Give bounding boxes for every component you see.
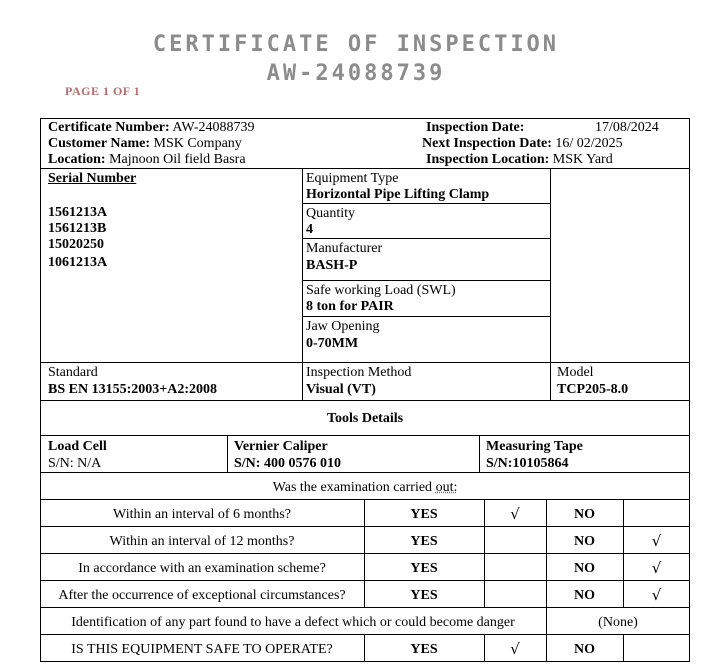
exam-row-3-no-label: NO <box>574 561 595 576</box>
cert-number-label: Certificate Number: <box>48 120 170 135</box>
divider <box>302 238 550 239</box>
exam-row-4-no-label: NO <box>574 588 595 603</box>
exam-row-4-yes-label: YES <box>410 588 438 603</box>
jaw-opening-label: Jaw Opening <box>306 319 380 334</box>
location-value: Majnoon Oil field Basra <box>109 152 246 167</box>
vernier-caliper-sn: S/N: 400 0576 010 <box>234 456 341 471</box>
customer-row <box>48 136 242 152</box>
divider <box>302 280 550 281</box>
divider <box>40 553 690 554</box>
standard-value: BS EN 13155:2003+A2:2008 <box>48 382 217 397</box>
defect-question: Identification of any part found to have a defect which or could become danger <box>71 615 515 630</box>
measuring-tape-label: Measuring Tape <box>486 439 583 454</box>
inspection-date-label: Inspection Date: <box>426 120 525 135</box>
divider <box>40 472 690 473</box>
load-cell-label: Load Cell <box>48 439 107 454</box>
serial-number-4: 1061213A <box>48 255 108 270</box>
model-label: Model <box>557 365 594 380</box>
next-inspection-value: 16/ 02/2025 <box>555 136 623 151</box>
serial-number-2: 1561213B <box>48 221 107 236</box>
exam-row-2-question: Within an interval of 12 months? <box>109 534 295 549</box>
examination-question-text: Was the examination carried <box>272 480 436 495</box>
divider <box>40 362 690 363</box>
cert-number-row <box>48 120 255 136</box>
examination-question <box>40 480 690 496</box>
exam-row-1-yes-check: √ <box>510 505 520 523</box>
divider <box>479 435 480 472</box>
divider <box>40 607 690 608</box>
location-label: Location: <box>48 152 106 167</box>
serial-number-label: Serial Number <box>48 171 137 186</box>
divider <box>40 499 690 500</box>
load-cell-sn: S/N: N/A <box>48 456 102 471</box>
equipment-type-label: Equipment Type <box>306 171 399 186</box>
safe-yes-check: √ <box>510 640 520 658</box>
next-inspection-row <box>422 136 623 152</box>
exam-row-3-no-check: √ <box>651 559 662 577</box>
certificate-title: CERTIFICATE OF INSPECTION <box>152 32 560 57</box>
defect-value: (None) <box>598 615 638 630</box>
swl-label: Safe working Load (SWL) <box>306 283 456 298</box>
safe-yes-label: YES <box>410 642 438 657</box>
location-row <box>48 152 246 168</box>
measuring-tape-sn: S/N:10105864 <box>486 456 569 471</box>
next-inspection-label: Next Inspection Date: <box>422 136 552 151</box>
divider <box>40 168 690 169</box>
equipment-type-value: Horizontal Pipe Lifting Clamp <box>306 187 490 202</box>
divider <box>302 203 550 204</box>
exam-row-3-question: In accordance with an examination scheme? <box>78 561 326 576</box>
exam-row-4-no-check: √ <box>651 586 662 604</box>
jaw-opening-value: 0-70MM <box>306 336 359 351</box>
standard-label: Standard <box>48 365 98 380</box>
model-value: TCP205-8.0 <box>557 382 629 397</box>
customer-label: Customer Name: <box>48 136 150 151</box>
customer-value: MSK Company <box>153 136 242 151</box>
divider <box>40 435 690 436</box>
quantity-label: Quantity <box>306 206 355 221</box>
inspection-method-value: Visual (VT) <box>306 382 376 397</box>
quantity-value: 4 <box>306 222 313 237</box>
divider <box>302 316 550 317</box>
certificate-number-title: AW-24088739 <box>266 61 446 86</box>
divider <box>227 435 228 472</box>
exam-row-1-question: Within an interval of 6 months? <box>113 507 291 522</box>
exam-row-2-yes-label: YES <box>410 534 438 549</box>
exam-row-3-yes-label: YES <box>410 561 438 576</box>
divider <box>40 526 690 527</box>
inspection-method-label: Inspection Method <box>306 365 412 380</box>
exam-row-4-question: After the occurrence of exceptional circumstances? <box>58 588 346 603</box>
exam-row-1-no-label: NO <box>574 507 595 522</box>
safe-to-operate-question: IS THIS EQUIPMENT SAFE TO OPERATE? <box>71 642 333 657</box>
cert-number-value: AW-24088739 <box>172 120 255 135</box>
inspection-date-value: 17/08/2024 <box>595 120 659 135</box>
tools-details-title: Tools Details <box>326 411 404 426</box>
examination-question-out: out: <box>435 480 458 495</box>
swl-value: 8 ton for PAIR <box>306 299 394 314</box>
safe-no-label: NO <box>574 642 595 657</box>
serial-number-3: 15020250 <box>48 237 104 252</box>
manufacturer-label: Manufacturer <box>306 241 383 256</box>
exam-row-2-no-check: √ <box>651 532 662 550</box>
inspection-location-row <box>426 152 613 168</box>
exam-row-2-no-label: NO <box>574 534 595 549</box>
serial-number-1: 1561213A <box>48 205 108 220</box>
divider <box>550 168 551 400</box>
exam-row-1-yes-label: YES <box>410 507 438 522</box>
divider <box>40 400 690 401</box>
page-number: PAGE 1 OF 1 <box>65 84 141 98</box>
inspection-location-value: MSK Yard <box>552 152 613 167</box>
inspection-location-label: Inspection Location: <box>426 152 550 167</box>
divider <box>40 580 690 581</box>
vernier-caliper-label: Vernier Caliper <box>234 439 328 454</box>
manufacturer-value: BASH-P <box>306 258 358 273</box>
divider <box>623 634 624 662</box>
divider <box>40 634 690 635</box>
